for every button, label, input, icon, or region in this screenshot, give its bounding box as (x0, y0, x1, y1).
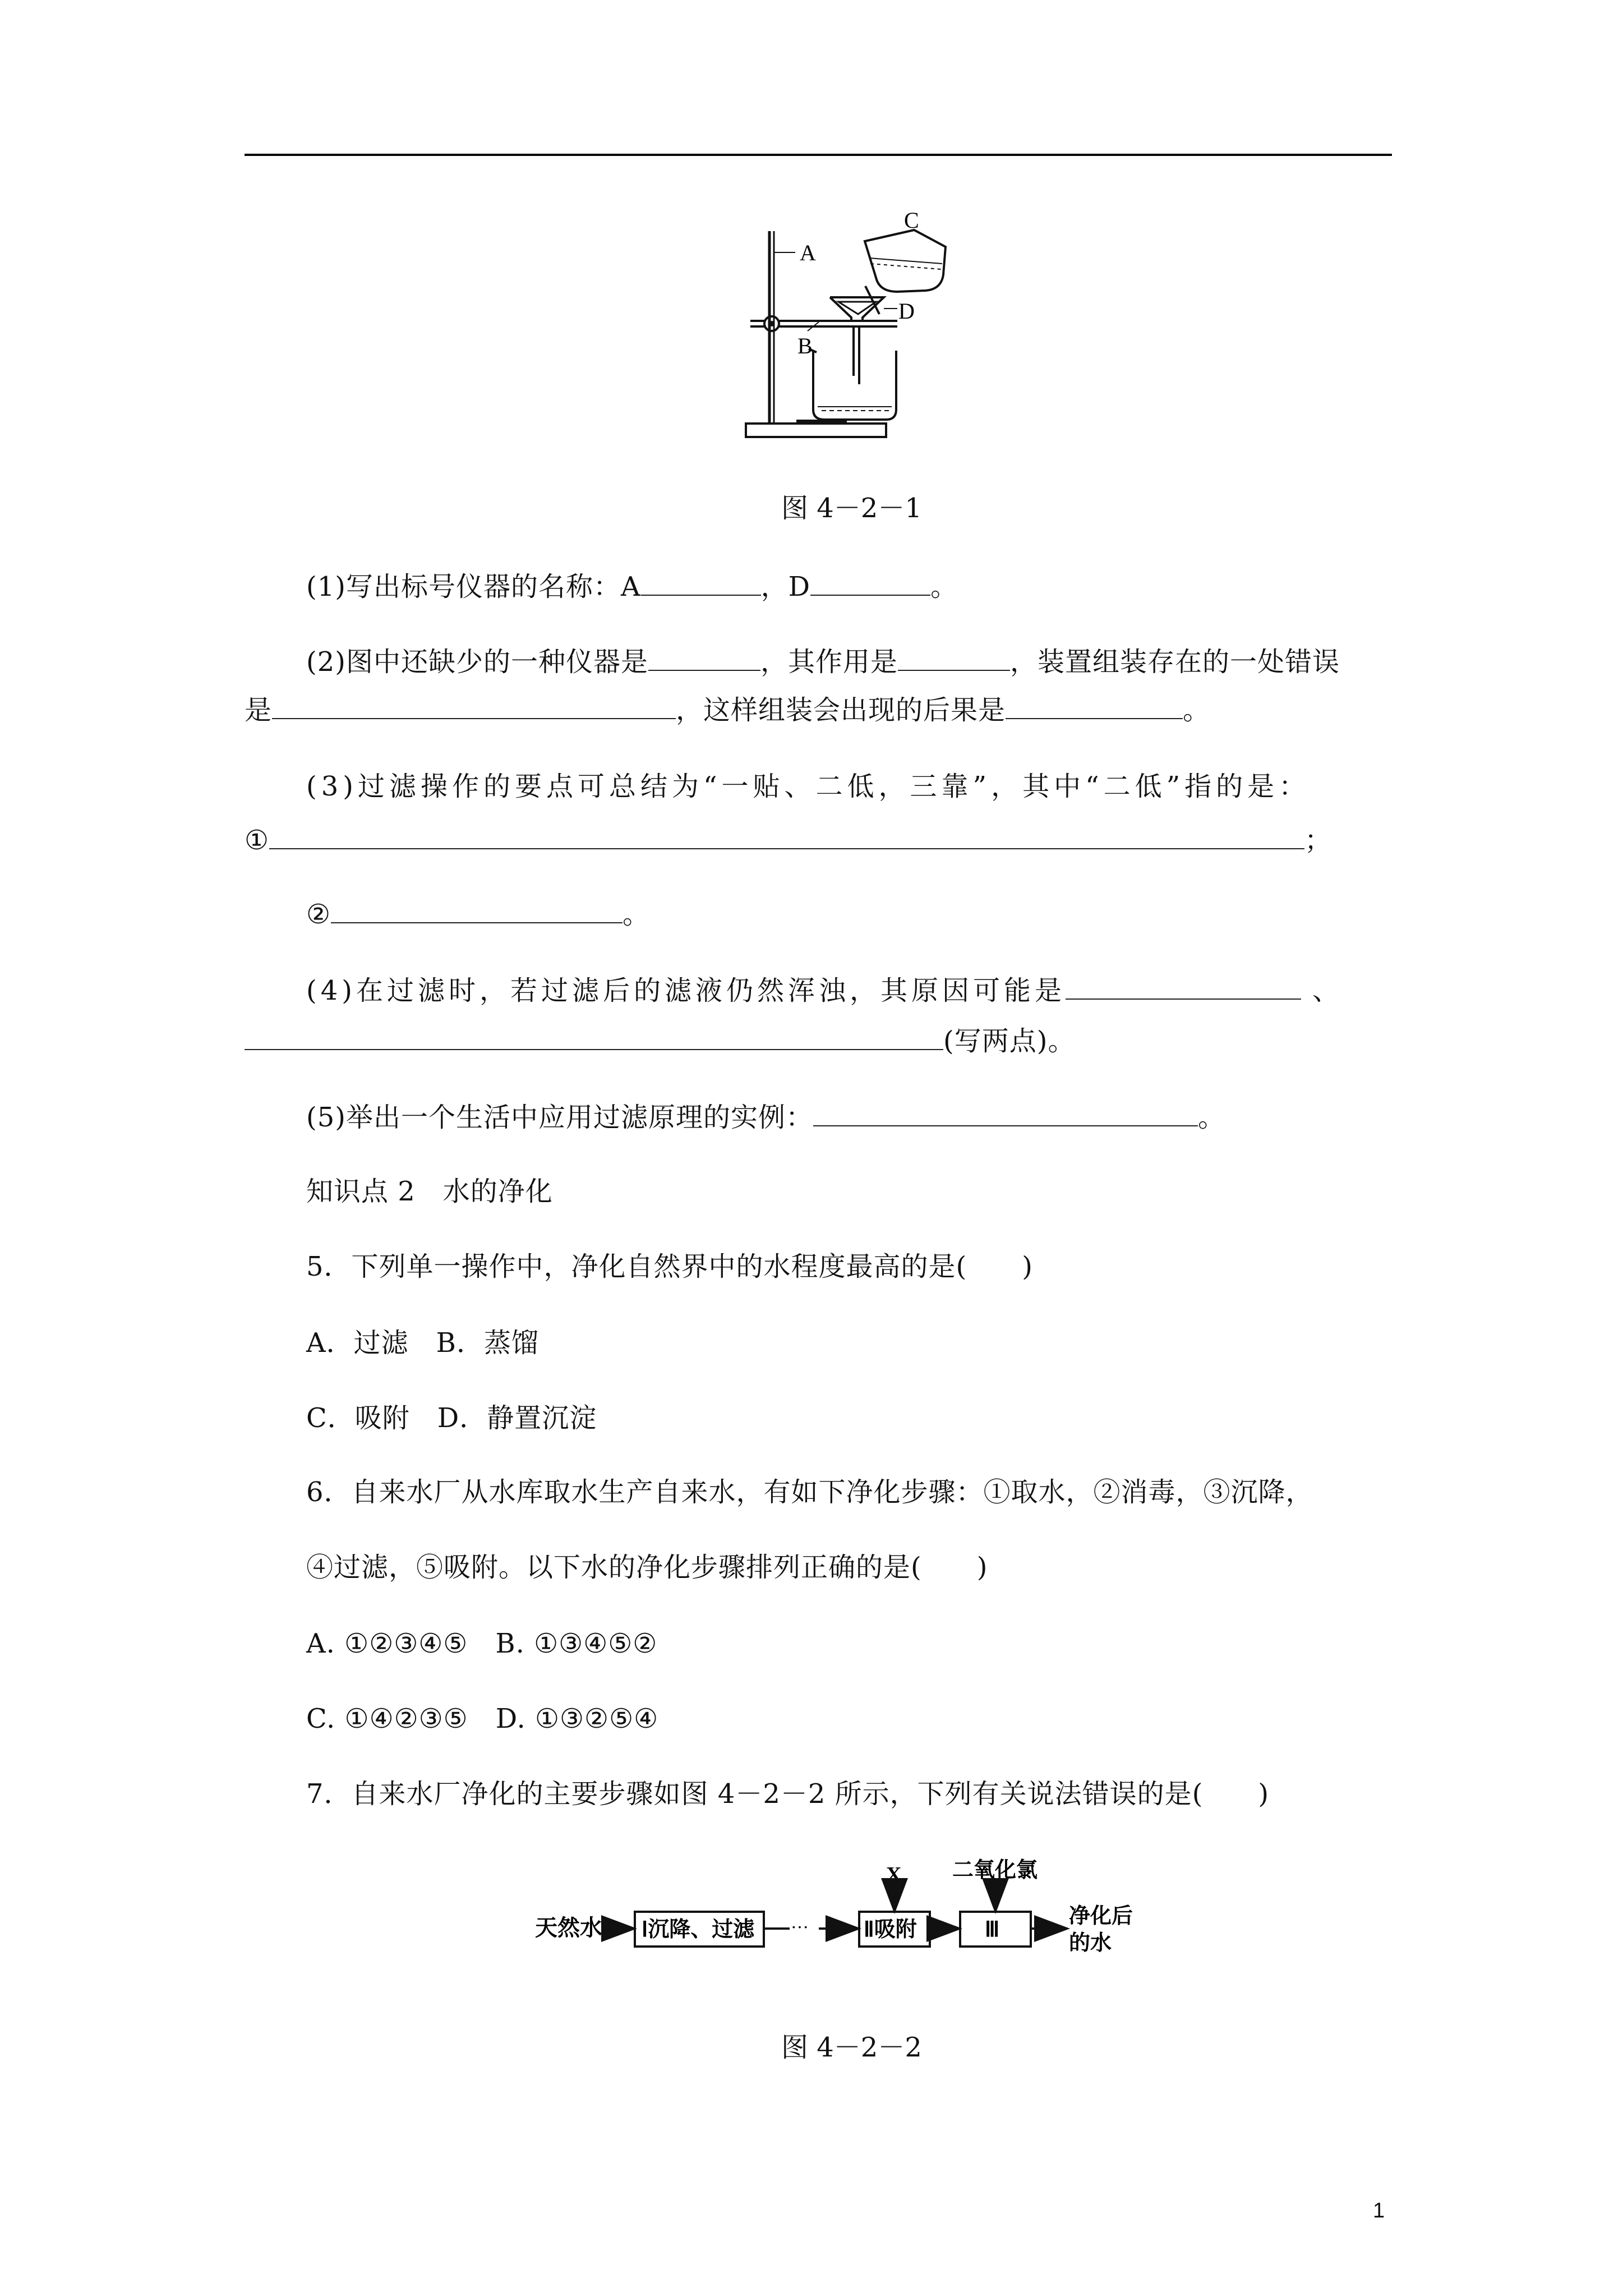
q4-part5-text: 。 (1198, 1102, 1226, 1133)
q4-part4-line2 (245, 1024, 1075, 1058)
q6-options-line1: A. ①②③④⑤ B. ①③④⑤② (306, 1628, 658, 1659)
answer-blank[interactable] (331, 900, 623, 923)
q4-part3-text: ； (1304, 825, 1332, 856)
q4-part5 (306, 1101, 1225, 1134)
label-c: C (904, 208, 919, 233)
flow-input-label: 天然水 (535, 1915, 602, 1940)
flow-output-line1: 净化后 (1069, 1904, 1133, 1928)
q4-part2-text: (2)图中还缺少的一种仪器是 (306, 646, 648, 678)
page-number: 1 (1373, 2199, 1385, 2223)
header-rule (245, 154, 1392, 156)
section-heading: 知识点 2 水的净化 (306, 1176, 553, 1207)
q6-stem-line1: 6．自来水厂从水库取水生产自来水，有如下净化步骤：①取水，②消毒，③沉降， (306, 1476, 1313, 1508)
answer-blank[interactable] (810, 572, 930, 596)
answer-blank[interactable] (648, 647, 760, 671)
answer-blank[interactable] (1006, 696, 1183, 719)
answer-blank[interactable] (1066, 976, 1301, 1000)
label-a: A (800, 240, 816, 265)
q4-part4-text: (4)在过滤时，若过滤后的滤液仍然浑浊，其原因可能是 (306, 975, 1066, 1006)
flow-box1-label: Ⅰ沉降、过滤 (642, 1918, 755, 1941)
flow-dots: ··· (791, 1917, 809, 1937)
q4-part3-line2 (245, 823, 1332, 857)
circled-number: ① (245, 825, 270, 856)
q4-part2-line2 (245, 693, 1210, 727)
flow-box2-label: Ⅱ吸附 (864, 1918, 917, 1941)
q4-part1-text: ，D (760, 571, 811, 602)
q4-part2-text: 是 (245, 694, 273, 726)
flow-output-line2: 的水 (1069, 1931, 1112, 1955)
q4-part2-text: ，这样组装会出现的后果是 (676, 694, 1006, 726)
answer-blank[interactable] (272, 696, 676, 719)
q4-part5-text: (5)举出一个生活中应用过滤原理的实例： (306, 1102, 813, 1133)
flow-reagent-label: 二氧化氯 (952, 1858, 1038, 1882)
answer-blank[interactable] (898, 647, 1010, 671)
figure2-caption: 图 4－2－2 (781, 2032, 922, 2063)
answer-blank[interactable] (813, 1103, 1198, 1126)
flow-box3-label: Ⅲ (985, 1918, 1000, 1941)
label-d: D (898, 298, 915, 324)
q4-part4-line1 (306, 974, 1340, 1007)
q6-options-line2: C. ①④②③⑤ D. ①③②⑤④ (306, 1703, 659, 1734)
q7-stem: 7．自来水厂净化的主要步骤如图 4－2－2 所示，下列有关说法错误的是( ) (306, 1778, 1270, 1810)
q5-stem: 5．下列单一操作中，净化自然界中的水程度最高的是( ) (306, 1251, 1033, 1282)
answer-blank[interactable] (245, 1027, 943, 1050)
q4-part2-text: ，装置组装存在的一处错误 (1010, 646, 1340, 678)
q4-part3-line1: (3)过滤操作的要点可总结为“一贴、二低，三靠”，其中“二低”指的是： (306, 771, 1311, 802)
q4-part4-text: 、 (1312, 975, 1340, 1006)
label-b: B (797, 333, 813, 358)
flow-x-label: X (886, 1863, 902, 1887)
q4-part3-text: 。 (623, 899, 651, 930)
q4-part2-text: 。 (1183, 694, 1211, 726)
q4-part1 (306, 570, 958, 604)
answer-blank[interactable] (641, 572, 761, 596)
q4-part2-text: ，其作用是 (760, 646, 898, 678)
q4-part2-line1 (306, 645, 1340, 679)
q5-options-line1: A．过滤 B．蒸馏 (306, 1327, 539, 1359)
q6-stem-line2: ④过滤，⑤吸附。以下水的净化步骤排列正确的是( ) (306, 1552, 988, 1583)
q4-part1-text: (1)写出标号仪器的名称：A (306, 571, 641, 602)
circled-number: ② (306, 899, 331, 930)
filtration-apparatus-figure (729, 202, 965, 449)
answer-blank[interactable] (269, 826, 1304, 849)
q4-part4-text: (写两点)。 (943, 1025, 1076, 1057)
water-purification-flow-diagram (527, 1857, 1133, 1986)
figure1-caption: 图 4－2－1 (781, 493, 922, 524)
q5-options-line2: C．吸附 D．静置沉淀 (306, 1402, 597, 1434)
q4-part1-text: 。 (930, 571, 958, 602)
q4-part3-line3 (306, 898, 650, 931)
